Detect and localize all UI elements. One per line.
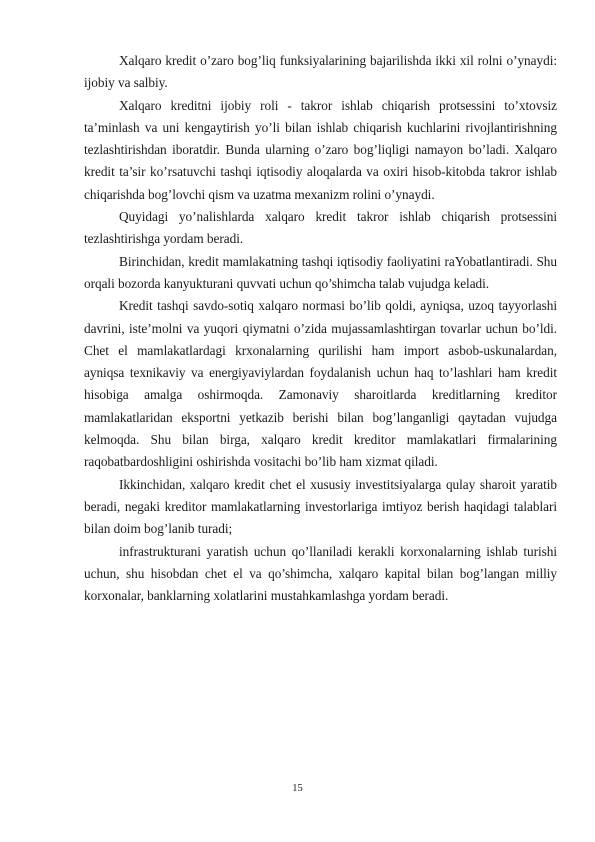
paragraph: Birinchidan, kredit mamlakatning tashqi iqtisodiy faoliyatini raYobatlantiradi. Shu orqali bozorda kanyukturani quvvati uchun qo’shimcha talab vujudga keladi. [84, 253, 557, 291]
paragraph: infrastrukturani yaratish uchun qo’llaniladi kerakli korxonalarning ishlab turishi uchun, shu hisobdan chet el va qo’shimcha, xalqaro kapital bilan bog’langan milliy korxonalar, banklarning xolatlarini mustahkamlashga yordam beradi. [84, 543, 557, 604]
paragraph: Xalqaro kreditni ijobiy roli - takror ishlab chiqarish protsessini to’xtovsiz ta’minlash va uni kengaytirish yo’li bilan ishlab chiqarish kuchlarini rivojlantirishning tezlashtirishdan iboratdir. Bunda ularning o’zaro bog’liqligi namayon bo’ladi. Xalqaro kredit ta’sir ko’rsatuvchi tashqi iqtisodiy aloqalarda va oxiri hisob-kitobda takror ishlab chiqarishda bog’lovchi qism va uzatma mexanizm rolini o’ynaydi. [84, 97, 557, 202]
paragraph: Quyidagi yo’nalishlarda xalqaro kredit takror ishlab chiqarish protsessini tezlashtirishga yordam beradi. [84, 209, 557, 247]
paragraph: Xalqaro kredit o’zaro bog’liq funksiyalarining bajarilishda ikki xil rolni o’ynaydi: ijobiy va salbiy. [84, 53, 557, 91]
paragraph: Ikkinchidan, xalqaro kredit chet el xususiy investitsiyalarga qulay sharoit yaratib beradi, negaki kreditor mamlakatlarning investorlariga imtiyoz berish haqidagi talablari bilan doim bog’lanib turadi; [84, 476, 557, 537]
page-body [84, 50, 557, 607]
page-number: 15 [292, 783, 303, 794]
paragraph: Kredit tashqi savdo-sotiq xalqaro normasi bo’lib qoldi, ayniqsa, uzoq tayyorlashi davrini, iste’molni va yuqori qiymatni o’zida mujassamlashtirgan tovarlar uchun bo’ldi. Chet el mamlakatlardagi krxonalarning qurilishi ham import asbob-uskunalardan, ayniqsa texnikaviy va energiyaviylardan foydalanish uchun haq to’lashlari ham kredit hisobiga amalga oshirmoqda. Zamonaviy sharoitlarda kreditlarning kreditor mamlakatlaridan eksportni yetkazib berishi bilan bog’langanligi qaytadan vujudga kelmoqda. Shu bilan birga, xalqaro kredit kreditor mamlakatlari firmalarining raqobatbardoshligini oshirishda vositachi bo’lib ham xizmat qiladi. [84, 298, 557, 470]
